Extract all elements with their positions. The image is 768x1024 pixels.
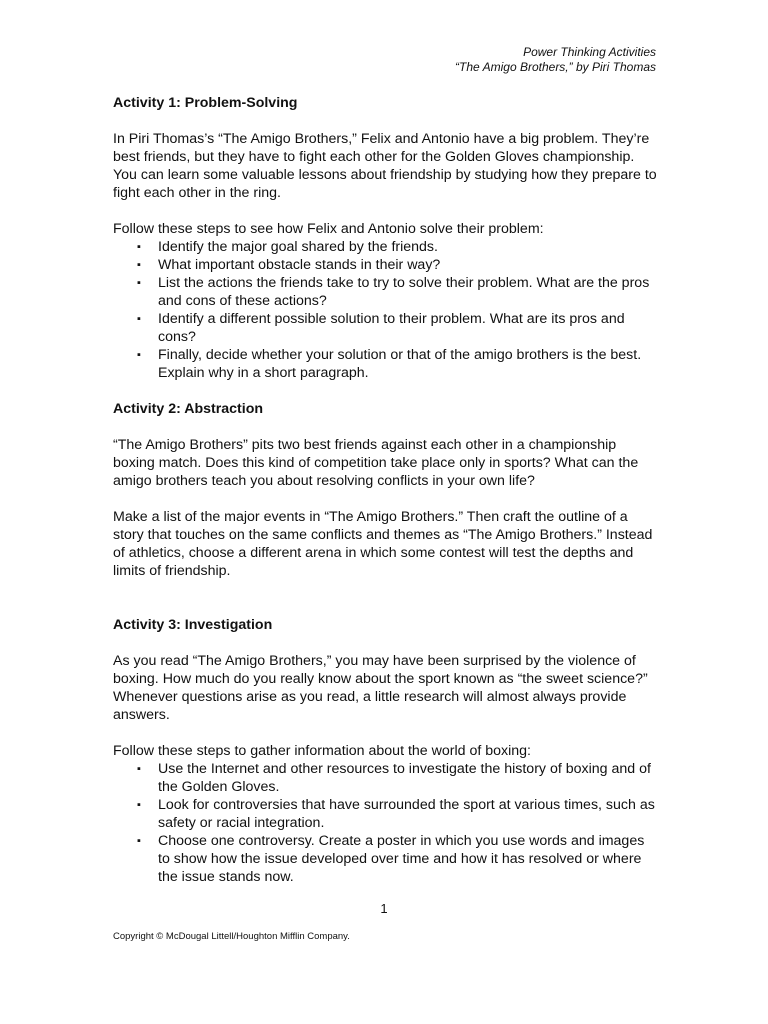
list-item-text: Use the Internet and other resources to investigate the history of boxing and of the Golden Gloves.: [158, 761, 651, 795]
list-item-text: Look for controversies that have surrounded the sport at various times, such as safety or racial integration.: [158, 797, 655, 831]
activity-3-section: [113, 616, 659, 886]
activity-1-intro: Follow these steps to see how Felix and Antonio solve their problem:: [113, 221, 544, 237]
list-item-text: Finally, decide whether your solution or that of the amigo brothers is the best. Explain why in a short paragraph.: [158, 347, 642, 381]
list-item: [113, 256, 659, 274]
list-item-text: What important obstacle stands in their way?: [158, 257, 441, 273]
list-item-text: Identify the major goal shared by the friends.: [158, 239, 438, 255]
list-item: [113, 346, 659, 382]
activity-2-section: [113, 400, 659, 580]
activity-2-paragraph-2: Make a list of the major events in “The Amigo Brothers.” Then craft the outline of a story that touches on the same conflicts and themes as “The Amigo Brothers.” Instead of athletics, choose a different arena in which some contest will test the depths and limits of friendship.: [113, 509, 653, 579]
bullet-icon: ▪: [137, 763, 141, 775]
bullet-icon: ▪: [137, 313, 141, 325]
list-item-text: List the actions the friends take to try to solve their problem. What are the pros and cons of these actions?: [158, 275, 650, 309]
page-number: 1: [380, 901, 388, 916]
running-header-line1: Power Thinking Activities: [523, 45, 656, 59]
list-item: [113, 310, 659, 346]
activity-3-intro: Follow these steps to gather information about the world of boxing:: [113, 743, 531, 759]
activity-2-paragraph-1: “The Amigo Brothers” pits two best friends against each other in a championship boxing match. Does this kind of competition take place only in sports? What can the amigo brothers teach you about resolving conflicts in your own life?: [113, 437, 639, 489]
list-item: [113, 832, 659, 886]
activity-1-heading: Activity 1: Problem-Solving: [113, 95, 298, 111]
list-item-text: Choose one controversy. Create a poster in which you use words and images to show how the issue developed over time and how it has resolved or where the issue stands now.: [158, 833, 645, 885]
bullet-icon: ▪: [137, 259, 141, 271]
bullet-icon: ▪: [137, 799, 141, 811]
activity-1-section: [113, 94, 659, 382]
activity-2-heading: Activity 2: Abstraction: [113, 401, 264, 417]
list-item: [113, 274, 659, 310]
activity-1-paragraph: In Piri Thomas’s “The Amigo Brothers,” Felix and Antonio have a big problem. They’re best friends, but they have to fight each other for the Golden Gloves championship. You can learn some valuable lessons about friendship by studying how they prepare to fight each other in the ring.: [113, 131, 657, 201]
bullet-icon: ▪: [137, 349, 141, 361]
activity-3-paragraph: As you read “The Amigo Brothers,” you may have been surprised by the violence of boxing. How much do you really know about the sport known as “the sweet science?” Whenever questions arise as you read, a little research will almost always provide answers.: [113, 653, 648, 723]
running-header-line2: “The Amigo Brothers,” by Piri Thomas: [455, 60, 656, 74]
copyright-notice: Copyright © McDougal Littell/Houghton Mifflin Company.: [113, 931, 350, 942]
document-body: [113, 94, 659, 886]
activity-1-steps-list: [113, 238, 659, 382]
list-item: [113, 760, 659, 796]
list-item: [113, 238, 659, 256]
activity-3-heading: Activity 3: Investigation: [113, 617, 273, 633]
bullet-icon: ▪: [137, 277, 141, 289]
running-header: [455, 45, 656, 75]
list-item-text: Identify a different possible solution to their problem. What are its pros and cons?: [158, 311, 625, 345]
list-item: [113, 796, 659, 832]
bullet-icon: ▪: [137, 241, 141, 253]
activity-3-steps-list: [113, 760, 659, 886]
bullet-icon: ▪: [137, 835, 141, 847]
